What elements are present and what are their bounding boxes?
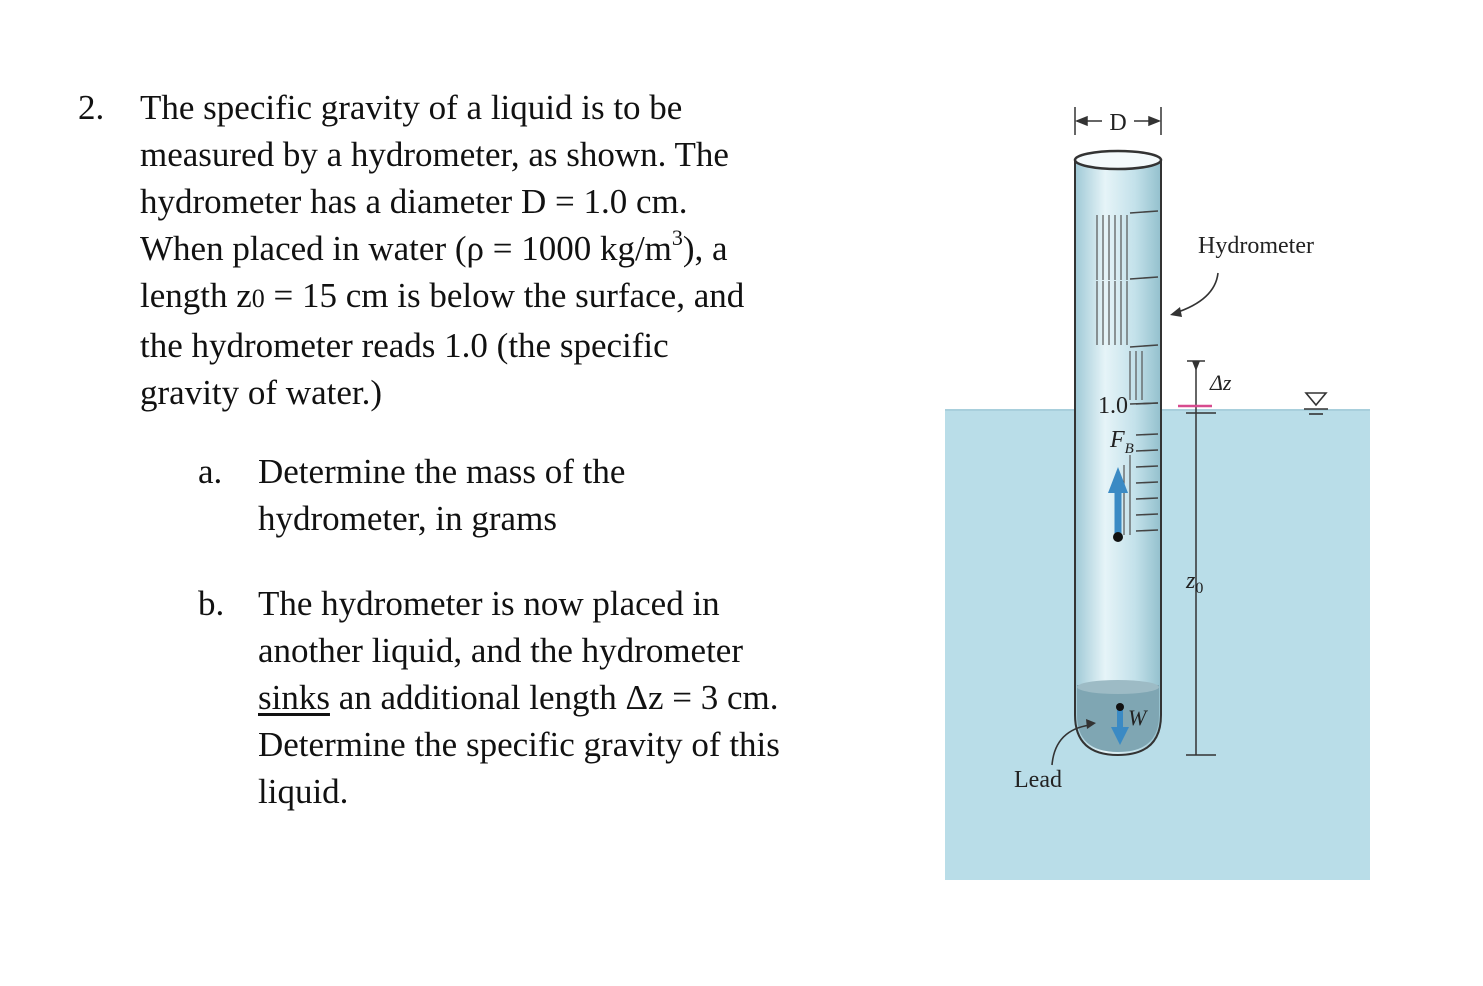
hydrometer-diagram (940, 95, 1380, 895)
part-b-line-3-tail: an additional length Δz = 3 cm. (329, 678, 779, 717)
part-a-line-2: hydrometer, in grams (258, 499, 557, 538)
part-b-line-2: another liquid, and the hydrometer (258, 631, 743, 670)
statement-line-5-tail: = 15 cm is below the surface, and (264, 276, 745, 315)
statement-line-4-text: When placed in water (ρ = 1000 kg/m (140, 229, 672, 268)
part-a-body (258, 448, 625, 542)
tube-opening (1075, 151, 1161, 169)
statement-line-3: hydrometer has a diameter D = 1.0 cm. (140, 182, 688, 221)
part-a-label: a. (198, 452, 223, 491)
hydrometer-leader-arrow (1170, 307, 1182, 317)
part-a-line-1: Determine the mass of the (258, 452, 626, 491)
statement-line-2: measured by a hydrometer, as shown. The (140, 135, 729, 174)
statement-line-4 (140, 225, 860, 272)
statement-line-6: the hydrometer reads 1.0 (the specific (140, 326, 669, 365)
buoyant-force-label: $F_B$ (1110, 427, 1134, 457)
reading-tick (1136, 403, 1158, 404)
problem-statement (140, 84, 860, 416)
weight-label: W (1128, 705, 1147, 730)
cubic-exponent: 3 (671, 225, 683, 251)
hydrometer-leader (1175, 273, 1218, 313)
z0-label: $z_0$ (1186, 568, 1204, 597)
delta-z-dimension (1178, 361, 1212, 413)
part-b-line-4: Determine the specific gravity of this (258, 725, 780, 764)
z0-subscript: 0 (251, 284, 265, 313)
statement-line-5 (140, 272, 860, 322)
part-b-line-1: The hydrometer is now placed in (258, 584, 720, 623)
statement-line-4-tail: ), a (682, 229, 728, 268)
sinks-underlined: sinks (258, 678, 330, 717)
diameter-label: D (1109, 110, 1127, 136)
lead-label: Lead (1014, 767, 1062, 793)
statement-line-7: gravity of water.) (140, 373, 382, 412)
hydrometer-tube (1075, 160, 1161, 755)
part-b-label: b. (198, 584, 225, 623)
lead-top (1077, 680, 1159, 694)
delta-z-label: Δz (1210, 370, 1232, 395)
part-b-line-3 (258, 674, 780, 721)
problem-number: 2. (78, 88, 105, 127)
statement-line-1: The specific gravity of a liquid is to be (140, 88, 683, 127)
part-b-body (258, 580, 780, 815)
statement-line-5-text: length z (140, 276, 252, 315)
hydrometer-label: Hydrometer (1198, 233, 1314, 259)
hydrometer-figure (940, 95, 1380, 895)
part-b-line-5: liquid. (258, 772, 349, 811)
reading-label: 1.0 (1098, 393, 1128, 419)
